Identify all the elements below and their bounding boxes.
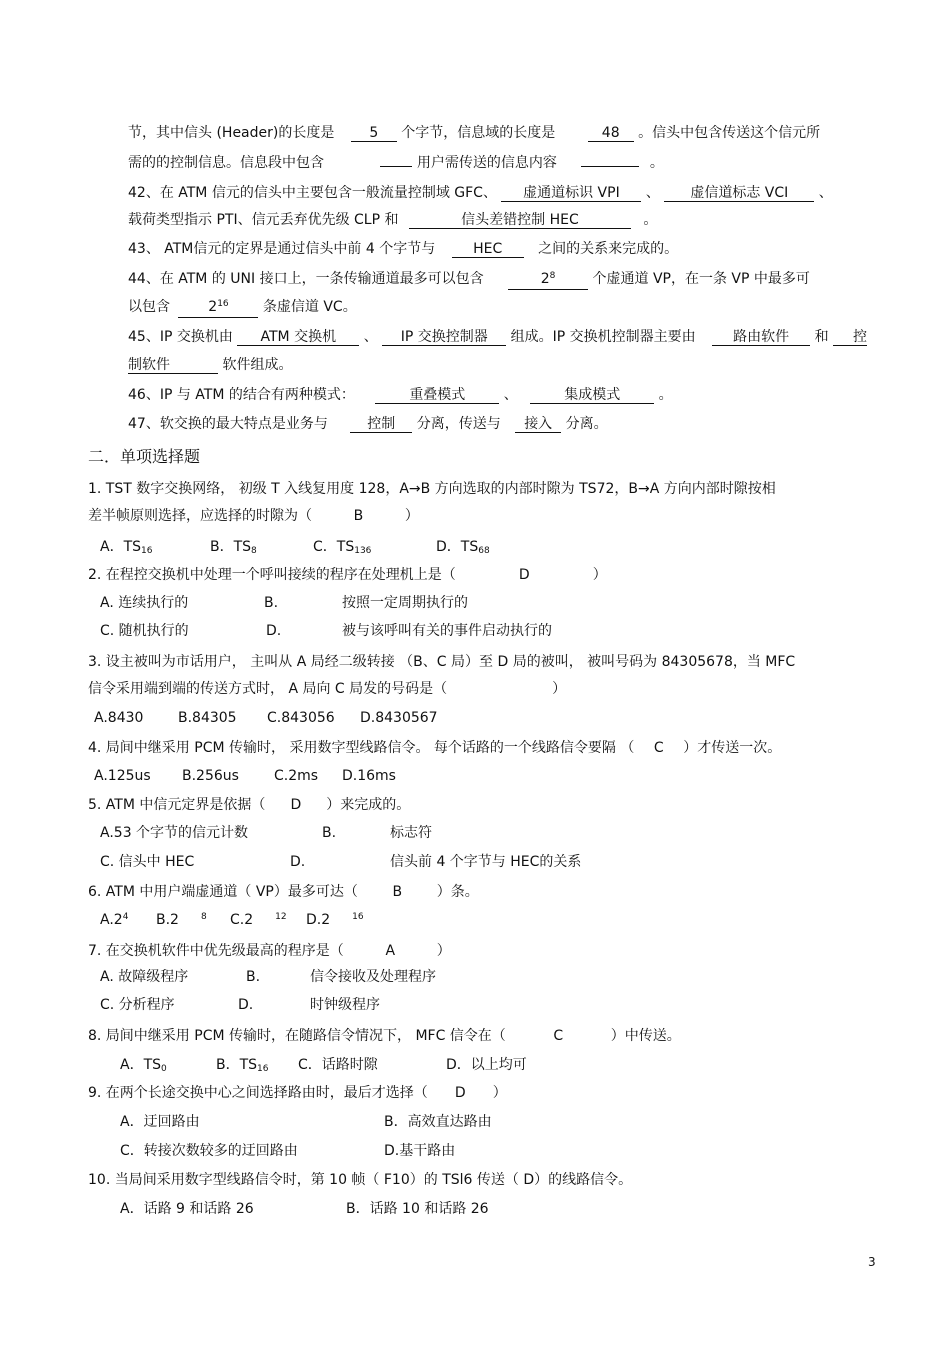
text: 、 xyxy=(645,185,660,201)
mc-option: A. 故障级程序 xyxy=(100,969,189,985)
answer-blank: 信头差错控制 HEC xyxy=(409,212,631,229)
text: 差半帧原则选择，应选择的时隙为（ xyxy=(88,508,312,524)
mc-option: 信令接收及处理程序 xyxy=(310,969,436,985)
mc-option: $A.2^4$ xyxy=(100,912,129,928)
answer: C xyxy=(653,740,664,756)
question-47 xyxy=(128,415,608,433)
text: 7. 在交换机软件中优先级最高的程序是（ xyxy=(88,943,344,959)
mc-option: C．转接次数较多的迂回路由 xyxy=(120,1143,298,1159)
mc-question-1-line2 xyxy=(88,507,419,525)
mc-option: A．$TS_0$ xyxy=(120,1057,167,1074)
text: 载荷类型指示 PTI、信元丢弃优先级 CLP 和 xyxy=(128,212,399,228)
text: ） xyxy=(552,681,567,697)
text: ）才传送一次。 xyxy=(683,740,782,756)
mc-option: A. 连续执行的 xyxy=(100,595,189,611)
mc-option: B.256us xyxy=(182,768,239,784)
question-43 xyxy=(128,240,678,258)
answer: D xyxy=(290,797,302,813)
mc-option: B．$TS_{16}$ xyxy=(216,1057,269,1074)
text: 用户需传送的信息内容 xyxy=(416,155,557,171)
answer: C xyxy=(553,1028,564,1044)
mc-option: A．迂回路由 xyxy=(120,1114,200,1130)
answer-blank: 制软件 xyxy=(128,357,218,374)
section-heading: 二．单项选择题 xyxy=(88,447,201,466)
mc-option: D．$TS_{68}$ xyxy=(436,539,490,556)
answer-blank: 控制 xyxy=(350,416,412,433)
text: 45、IP 交换机由 xyxy=(128,329,233,345)
text: 、 xyxy=(818,185,833,201)
fill-line-header xyxy=(128,124,820,142)
text: 47、软交换的最大特点是业务与 xyxy=(128,416,328,432)
text: ）来完成的。 xyxy=(326,797,411,813)
mc-option: B. xyxy=(264,595,279,611)
question-46 xyxy=(128,386,673,404)
mc-option: D.2 $^{16}$ xyxy=(306,912,364,928)
mc-question-1-line1: 1. TST 数字交换网络， 初级 T 入线复用度 128，A→B 方向选取的内部时隙为 TS72，B→A 方向内部时隙按相 xyxy=(88,481,776,497)
answer-blank: ATM 交换机 xyxy=(237,329,359,346)
mc-option: C. 随机执行的 xyxy=(100,623,189,639)
mc-option: B．话路 10 和话路 26 xyxy=(346,1201,489,1217)
mc-option: C.2ms xyxy=(274,768,319,784)
text: 5. ATM 中信元定界是依据（ xyxy=(88,797,266,813)
mc-option: D.16ms xyxy=(342,768,396,784)
answer: B xyxy=(392,884,403,900)
mc-option: A.8430 xyxy=(94,710,144,726)
mc-question-9 xyxy=(88,1084,507,1102)
text: 。 xyxy=(658,387,673,403)
text: 之间的关系来完成的。 xyxy=(538,241,679,257)
mc-option: 标志符 xyxy=(390,825,432,841)
mc-question-2 xyxy=(88,566,607,584)
answer: A xyxy=(385,943,396,959)
question-42-line1 xyxy=(128,184,833,202)
mc-question-3-line1: 3. 设主被叫为市话用户， 主叫从 A 局经二级转接 （B、C 局）至 D 局的被叫， 被叫号码为 84305678，当 MFC xyxy=(88,654,796,670)
answer-blank xyxy=(178,299,258,318)
mc-option: B．$TS_8$ xyxy=(210,539,257,556)
text: 4. 局间中继采用 PCM 传输时， 采用数字型线路信令。 每个话路的一个线路信令要隔 （ xyxy=(88,740,635,756)
mc-option: 按照一定周期执行的 xyxy=(342,595,468,611)
text: 、 xyxy=(503,387,518,403)
mc-option: D. xyxy=(238,997,254,1013)
mc-option: D. xyxy=(266,623,282,639)
text: ） xyxy=(592,567,607,583)
mc-option: A.53 个字节的信元计数 xyxy=(100,825,249,841)
text: 46、IP 与 ATM 的结合有两种模式： xyxy=(128,387,355,403)
mc-question-8 xyxy=(88,1027,681,1045)
answer-blank: 虚通道标识 VPI xyxy=(501,185,641,202)
mc-option: B．高效直达路由 xyxy=(384,1114,492,1130)
text: 以包含 xyxy=(128,299,170,315)
text: ） xyxy=(404,508,419,524)
page-number: 3 xyxy=(868,1255,876,1269)
answer-blank: 虚信道标志 VCI xyxy=(664,185,814,202)
answer-exponent: 8 xyxy=(549,271,556,281)
text: 个字节，信息域的长度是 xyxy=(401,125,556,141)
text: 软件组成。 xyxy=(222,357,293,373)
text: 个虚通道 VP，在一条 VP 中最多可 xyxy=(592,271,810,287)
mc-option: B.2 $^8$ xyxy=(156,912,207,928)
mc-option: D.基干路由 xyxy=(384,1143,456,1159)
text: 43、 ATM信元的定界是通过信头中前 4 个字节与 xyxy=(128,241,436,257)
mc-option: D.8430567 xyxy=(360,710,438,726)
mc-option: B. xyxy=(322,825,337,841)
answer-base: 2 xyxy=(540,271,550,287)
mc-option: B. xyxy=(246,969,261,985)
mc-option: C．$TS_{136}$ xyxy=(313,539,372,556)
answer-blank: IP 交换控制器 xyxy=(382,329,506,346)
fill-line-info xyxy=(128,154,664,172)
answer-blank: 路由软件 xyxy=(712,329,810,346)
mc-option: A．$TS_{16}$ xyxy=(100,539,153,556)
text: 。 xyxy=(643,212,658,228)
answer: D xyxy=(518,567,530,583)
answer-blank xyxy=(508,271,588,290)
text: 分离。 xyxy=(565,416,608,432)
mc-option: A.125us xyxy=(94,768,151,784)
text: 和 xyxy=(814,329,829,345)
question-44-line2 xyxy=(128,298,357,318)
answer: D xyxy=(454,1085,466,1101)
mc-question-5 xyxy=(88,796,410,814)
text: 2. 在程控交换机中处理一个呼叫接续的程序在处理机上是（ xyxy=(88,567,456,583)
answer-blank: 5 xyxy=(351,125,397,142)
mc-question-4 xyxy=(88,739,781,757)
text: 42、在 ATM 信元的信头中主要包含一般流量控制域 GFC、 xyxy=(128,185,497,201)
question-45-line1 xyxy=(128,328,867,346)
mc-option: C.843056 xyxy=(267,710,335,726)
text: ）中传送。 xyxy=(610,1028,681,1044)
question-44-line1 xyxy=(128,270,810,290)
answer-blank: 重叠模式 xyxy=(375,387,499,404)
answer-blank: 控 xyxy=(833,329,867,346)
mc-question-6 xyxy=(88,883,479,901)
text: 信令采用端到端的传送方式时， A 局向 C 局发的号码是（ xyxy=(88,681,448,697)
text: ） xyxy=(436,943,451,959)
answer-blank: HEC xyxy=(452,241,524,258)
text: 、 xyxy=(363,329,378,345)
answer-base: 2 xyxy=(208,299,218,315)
text: 需的的控制信息。信息段中包含 xyxy=(128,155,324,171)
mc-option: C.2 $^{12}$ xyxy=(230,912,287,928)
mc-question-3-line2 xyxy=(88,680,566,698)
mc-option: C. 分析程序 xyxy=(100,997,175,1013)
text: 9. 在两个长途交换中心之间选择路由时，最后才选择（ xyxy=(88,1085,428,1101)
text: 。 xyxy=(649,155,664,171)
answer: B xyxy=(353,508,364,524)
mc-option: A．话路 9 和话路 26 xyxy=(120,1201,254,1217)
answer-blank: 接入 xyxy=(515,416,561,433)
text: 8. 局间中继采用 PCM 传输时，在随路信令情况下， MFC 信令在（ xyxy=(88,1028,506,1044)
text: 组成。IP 交换机控制器主要由 xyxy=(510,329,696,345)
mc-option: 信头前 4 个字节与 HEC的关系 xyxy=(390,854,582,870)
text: ） xyxy=(492,1085,507,1101)
question-45-line2 xyxy=(128,356,292,374)
answer-exponent: 16 xyxy=(217,299,229,309)
mc-option: D．以上均可 xyxy=(446,1057,527,1073)
mc-option: C．话路时隙 xyxy=(298,1057,378,1073)
text: ）条。 xyxy=(436,884,479,900)
mc-option: D. xyxy=(290,854,306,870)
text: 44、在 ATM 的 UNI 接口上，一条传输通道最多可以包含 xyxy=(128,271,484,287)
text: 条虚信道 VC。 xyxy=(262,299,357,315)
question-42-line2 xyxy=(128,211,657,229)
text: 节，其中信头 (Header)的长度是 xyxy=(128,125,335,141)
text: 分离，传送与 xyxy=(416,416,501,432)
text: 6. ATM 中用户端虚通道（ VP）最多可达（ xyxy=(88,884,358,900)
answer-blank: 48 xyxy=(588,125,634,142)
mc-option: 时钟级程序 xyxy=(310,997,380,1013)
mc-question-10: 10. 当局间采用数字型线路信令时，第 10 帧（ F10）的 TSl6 传送（ D）的线路信令。 xyxy=(88,1172,633,1188)
mc-option: B.84305 xyxy=(178,710,237,726)
answer-blank xyxy=(380,166,412,167)
answer-blank xyxy=(581,166,639,167)
text: 。信头中包含传送这个信元所 xyxy=(638,125,821,141)
mc-option: 被与该呼叫有关的事件启动执行的 xyxy=(342,623,552,639)
mc-question-7 xyxy=(88,942,451,960)
mc-option: C. 信头中 HEC xyxy=(100,854,195,870)
answer-blank: 集成模式 xyxy=(530,387,654,404)
